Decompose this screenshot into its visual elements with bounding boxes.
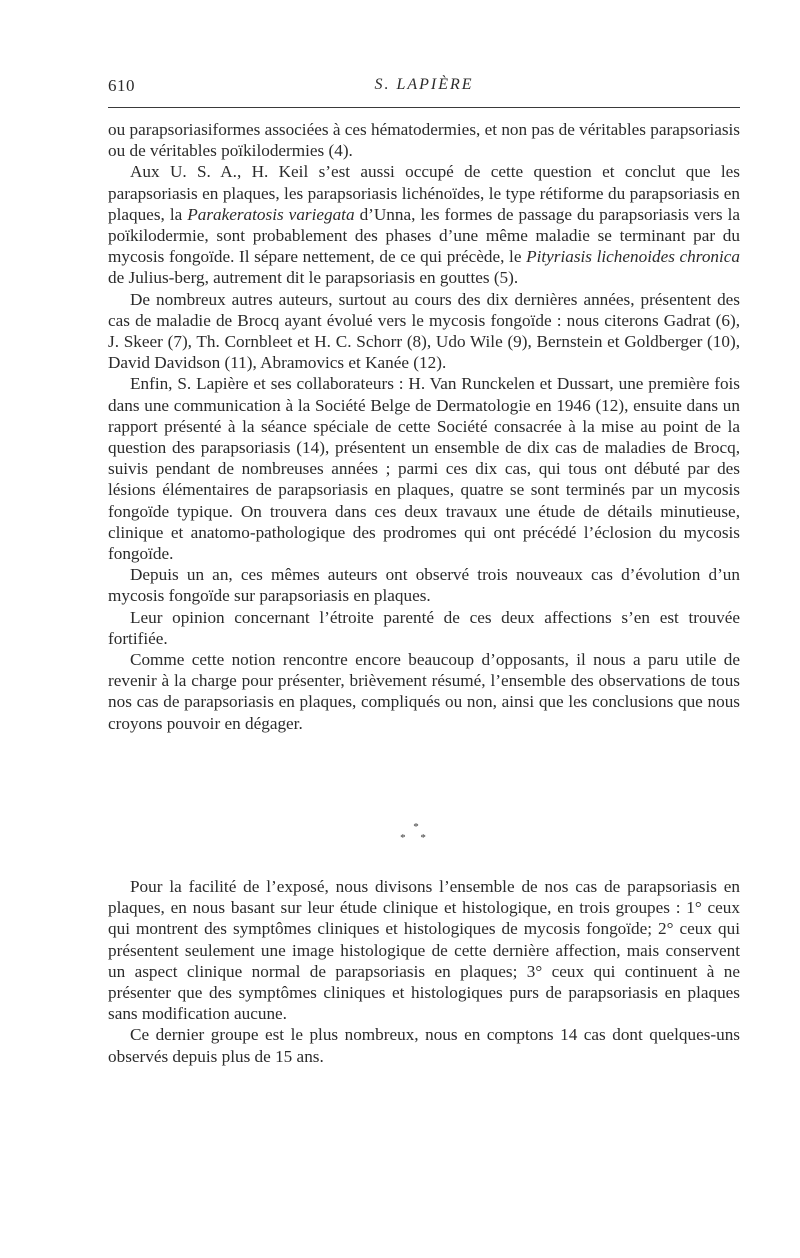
paragraph-8-text: Pour la facilité de l’exposé, nous divisons l’ensemble de nos cas de parapsoriasis en plaques, en nous basant sur leur étude clinique et histologique, en trois groupes : 1° ceux qui montrent des symptômes cliniques et histologiques de mycosis fongoïde; 2° ceux qui présentent seulement une image histologique de cette dernière affection, mais conservent un aspect clinique normal de parapsoriasis en plaques; 3° ceux qui continuent à ne présenter que des symptômes cliniques et histologiques purs de parapsoriasis en plaques sans modification aucune. [108,877,740,1024]
paragraph-9-text: Ce dernier groupe est le plus nombreux, nous en comptons 14 cas dont quelques-uns observés depuis plus de 15 ans. [108,1025,740,1066]
italic-term-parakeratosis: Parakeratosis variegata [187,204,355,224]
running-head: S. LAPIÈRE [374,76,474,93]
paragraph-7-text: Comme cette notion rencontre encore beaucoup d’opposants, il nous a paru utile de revenir à la charge pour présenter, brièvement résumé, l’ensemble des observations de tous nos cas de parapsoriasis en plaques, compliqués ou non, ainsi que les conclusions que nous croyons pouvoir en dégager. [108,650,740,733]
paragraph-6-text: Leur opinion concernant l’étroite parenté de ces deux affections s’en est trouvée fortifiée. [108,607,740,648]
paragraph-5-text: Depuis un an, ces mêmes auteurs ont observé trois nouveaux cas d’évolution d’un mycosis fongoïde sur parapsoriasis en plaques. [108,565,740,606]
paragraph-1-text: ou parapsoriasiformes associées à ces hématodermies, et non pas de véritables parapsoriasis ou de véritables poïkilodermies (4). [108,120,740,161]
paragraph-2-text-c: de Julius-berg, autrement dit le parapsoriasis en gouttes (5). [108,268,519,288]
paragraph-3-text: De nombreux autres auteurs, surtout au cours des dix dernières années, présentent des cas de maladie de Brocq ayant évolué vers le mycosis fongoïde : nous citerons Gadrat (6), J. Skeer (7), Th. Cornbleet et H. C. Schorr (8), Udo Wile (9), Bernstein et Goldberger (10), David Davidson (11), Abramovics et Kanée (12). [108,289,740,373]
body-text-section-1 [108,119,740,734]
paragraph-5 [108,564,740,606]
paragraph-2 [108,161,740,288]
asterism-bottom: * * [400,832,432,844]
paragraph-7 [108,649,740,734]
italic-term-pityriasis: Pityriasis lichenoides chronica [526,247,740,267]
header-rule [108,107,740,108]
paragraph-1 [108,119,740,161]
paragraph-2-text-a: Aux U. S. A., H. Keil s’est aussi occupé de cette question et conclut que les parapsoriasis en plaques, les parapsoriasis lichénoïdes, le type rétiforme du parapsoriasis en plaques, la [108,162,740,224]
paragraph-9 [108,1024,740,1066]
paragraph-4 [108,373,740,564]
asterism-top: * [413,821,419,833]
paragraph-6 [108,607,740,649]
asterism-separator [396,822,436,846]
paragraph-3 [108,289,740,374]
paragraph-8 [108,876,740,1024]
paragraph-2-text-b: d’Unna, les formes de passage du parapsoriasis vers la poïkilodermie, sont probablement des phases d’une même maladie se terminant par du mycosis fongoïde. Il sépare nettement, de ce qui précède, le [108,204,740,267]
page-header [108,76,740,102]
page-number: 610 [108,76,135,95]
paragraph-4-text: Enfin, S. Lapière et ses collaborateurs : H. Van Runckelen et Dussart, une première fois dans une communication à la Société Belge de Dermatologie en 1946 (12), ensuite dans un rapport présenté à la séance spéciale de cette Société consacrée à la mise au point de la question des parapsoriasis (14), présentent un ensemble de dix cas de maladies de Brocq, suivis pendant de nombreuses années ; parmi ces dix cas, qui tous ont débuté par des lésions élémentaires de parapsoriasis en plaques, quatre se sont terminés par un mycosis fongoïde typique. On trouvera dans ces deux travaux une étude de détails minutieuse, clinique et anatomo-pathologique des prodromes qui ont précédé l’éclosion du mycosis fongoïde. [108,374,740,564]
body-text-section-2 [108,876,740,1067]
